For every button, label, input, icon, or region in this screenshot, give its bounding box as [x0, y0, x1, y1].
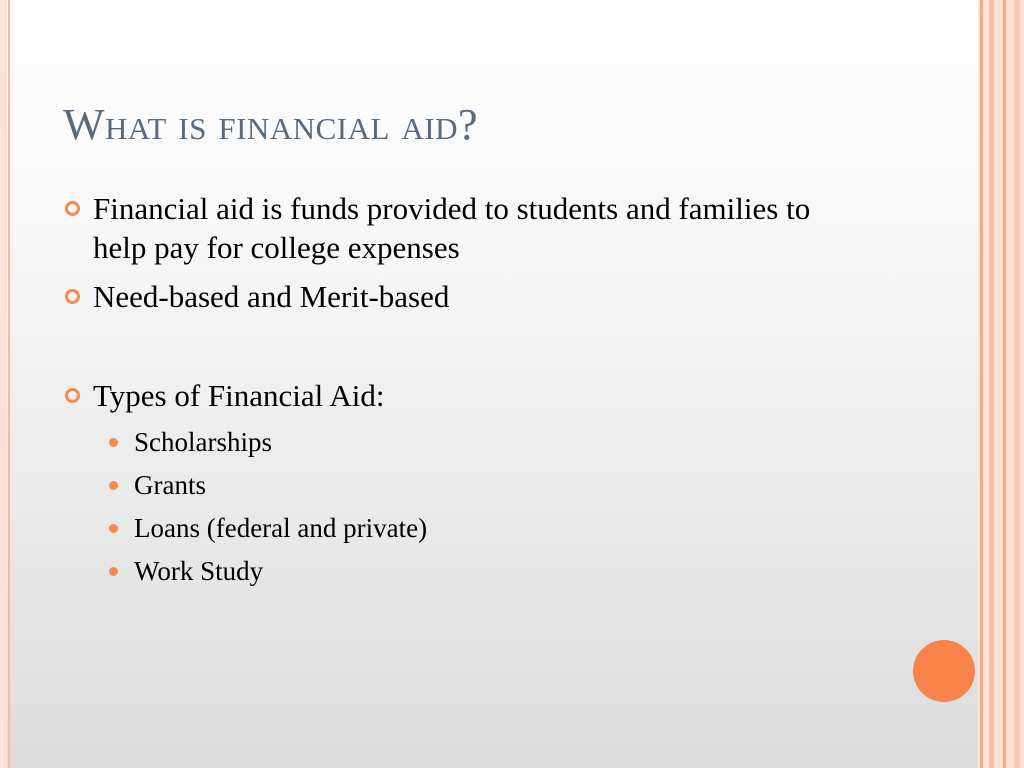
dot-bullet-icon — [109, 481, 118, 490]
ring-bullet-icon — [65, 289, 80, 304]
ring-bullet-icon — [65, 201, 80, 216]
dot-bullet-icon — [109, 438, 118, 447]
sub-bullet-item — [64, 550, 854, 593]
sub-bullet-text: Scholarships — [134, 427, 272, 457]
left-decorative-stripe — [0, 0, 7, 768]
slide-content — [64, 189, 854, 593]
slide-title: What is financial aid? — [63, 100, 479, 149]
right-decorative-line — [1014, 0, 1020, 768]
sub-bullet-list — [64, 421, 854, 593]
dot-bullet-icon — [109, 524, 118, 533]
bullet-item — [64, 277, 854, 316]
bullet-text: Financial aid is funds provided to students and families to help pay for college expenses — [93, 191, 811, 265]
bullet-item — [64, 376, 854, 415]
decorative-circle — [913, 640, 975, 702]
ring-bullet-icon — [65, 388, 80, 403]
sub-bullet-item — [64, 464, 854, 507]
left-decorative-line — [8, 0, 10, 768]
bullet-item — [64, 189, 854, 267]
right-decorative-line — [1003, 0, 1006, 768]
sub-bullet-text: Loans (federal and private) — [134, 513, 428, 543]
sub-bullet-text: Grants — [134, 470, 206, 500]
sub-bullet-item — [64, 507, 854, 550]
dot-bullet-icon — [109, 567, 118, 576]
right-decorative-line — [989, 0, 994, 768]
bullet-text: Types of Financial Aid: — [93, 378, 385, 413]
right-decorative-line — [980, 0, 983, 768]
bullet-text: Need-based and Merit-based — [93, 279, 450, 314]
sub-bullet-text: Work Study — [134, 556, 264, 586]
sub-bullet-item — [64, 421, 854, 464]
